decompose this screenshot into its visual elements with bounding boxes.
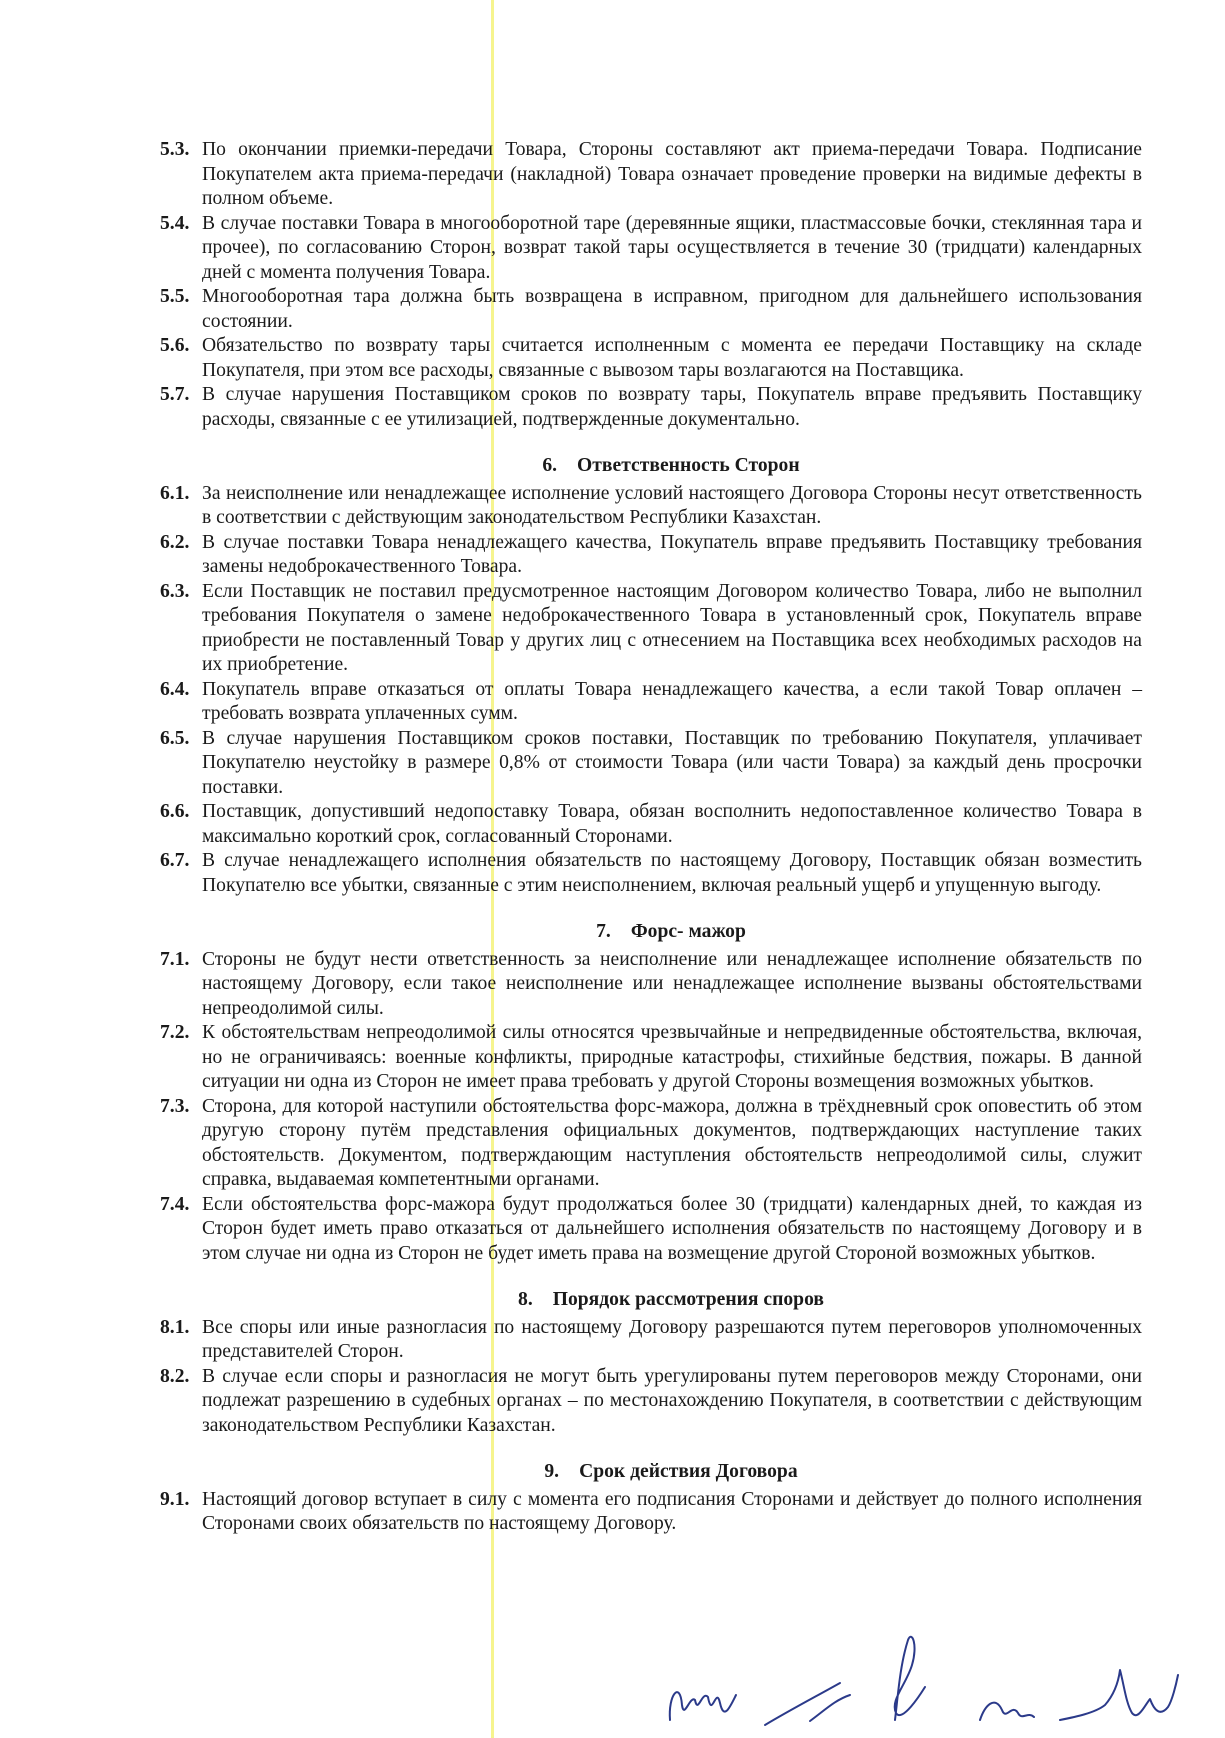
clause-number: 7.4. — [160, 1193, 190, 1215]
clause-number: 9.1. — [160, 1488, 190, 1510]
clause-number: 5.3. — [160, 139, 190, 160]
clause-text: За неисполнение или ненадлежащее исполнение условий настоящего Договора Стороны несут ответственность в соответствии с действующим законодательством Республики Казахстан. — [202, 482, 1142, 528]
clause-text: К обстоятельствам непреодолимой силы относятся чрезвычайные и непредвиденные обстоятельства, включая, но не ограничиваясь: военные конфликты, природные катастрофы, стихийные бедствия, пожары. В данной ситуации ни одна из Сторон не имеет права требовать у другой Стороны возмещения возможных убытков. — [202, 1022, 1142, 1092]
clause-5-5 — [160, 285, 1142, 334]
clause-text: По окончании приемки-передачи Товара, Стороны составляют акт приема-передачи Товара. Подписание Покупателем акта приема-передачи (накладной) Товара означает проведение проверки на видимые дефекты в полном объеме. — [202, 139, 1142, 209]
clause-number: 6.5. — [160, 727, 190, 749]
section-heading-6 — [160, 454, 1142, 479]
section-heading-8 — [160, 1288, 1142, 1313]
clause-text: Сторона, для которой наступили обстоятельства форс-мажора, должна в трёхдневный срок оповестить об этом другую сторону путём представления официальных документов, подтверждающих наступление таких обстоятельств. Документом, подтверждающим наступления обстоятельств непреодолимой силы, служит справка, выдаваемая компетентными органами. — [202, 1095, 1142, 1190]
section-heading-7 — [160, 920, 1142, 945]
clause-text: Покупатель вправе отказаться от оплаты Товара ненадлежащего качества, а если такой Товар оплачен – требовать возврата уплаченных сумм. — [202, 678, 1142, 724]
clause-text: Если обстоятельства форс-мажора будут продолжаться более 30 (тридцати) календарных дней, то каждая из Сторон будет иметь право отказаться от дальнейшего исполнения обязательств по настоящему Договору и в этом случае ни одна из Сторон не будет иметь права на возмещение другой Стороной возможных убытков. — [202, 1193, 1142, 1264]
clause-5-4 — [160, 212, 1142, 286]
section-title: Ответственность Сторон — [577, 455, 800, 476]
clause-number: 5.4. — [160, 212, 190, 234]
signature-3 — [895, 1637, 925, 1720]
signature-5 — [1060, 1670, 1178, 1720]
clause-number: 5.7. — [160, 384, 190, 405]
signature-2 — [765, 1683, 850, 1725]
signatures — [650, 1625, 1210, 1735]
clause-number: 6.3. — [160, 580, 190, 602]
clause-text: Стороны не будут нести ответственность за неисполнение или ненадлежащее исполнение обязательств по настоящему Договору, если такое неисполнение или ненадлежащее исполнение вызваны обстоятельствами непреодолимой силы. — [202, 948, 1142, 1019]
section-number: 6. — [542, 455, 558, 476]
clause-9-1 — [160, 1488, 1142, 1537]
clause-number: 8.1. — [160, 1316, 190, 1338]
section-number: 7. — [596, 921, 611, 942]
clause-number: 6.7. — [160, 850, 190, 871]
section-heading-9 — [160, 1460, 1142, 1485]
clause-number: 7.2. — [160, 1022, 190, 1043]
clause-6-4 — [160, 678, 1142, 727]
clause-number: 5.6. — [160, 335, 190, 356]
clause-text: Поставщик, допустивший недопоставку Товара, обязан восполнить недопоставленное количество Товара в максимально короткий срок, согласованный Сторонами. — [202, 801, 1142, 847]
clause-6-7 — [160, 849, 1142, 898]
section-title: Порядок рассмотрения споров — [552, 1289, 824, 1310]
section-number: 8. — [518, 1289, 533, 1310]
clause-6-6 — [160, 800, 1142, 849]
section-title: Форс- мажор — [630, 921, 746, 942]
clause-text: В случае нарушения Поставщиком сроков поставки, Поставщик по требованию Покупателя, уплачивает Покупателю неустойку в размере 0,8% от стоимости Товара (или части Товара) за каждый день просрочки поставки. — [202, 727, 1142, 798]
clause-text: Если Поставщик не поставил предусмотренное настоящим Договором количество Товара, либо не выполнил требования Покупателя о замене недоброкачественного Товара в установленный срок, Покупатель вправе приобрести не поставленный Товар у других лиц с отнесением на Поставщика всех необходимых расходов на их приобретение. — [202, 580, 1142, 675]
clause-7-2 — [160, 1021, 1142, 1095]
clause-text: Все споры или иные разногласия по настоящему Договору разрешаются путем переговоров уполномоченных представителей Сторон. — [202, 1316, 1142, 1362]
clause-text: В случае поставки Товара в многооборотной таре (деревянные ящики, пластмассовые бочки, стеклянная тара и прочее), по согласованию Сторон, возврат такой тары осуществляется в течение 30 (тридцати) календарных дней с момента получения Товара. — [202, 212, 1142, 283]
clause-number: 6.2. — [160, 531, 190, 553]
clause-6-1 — [160, 482, 1142, 531]
clause-5-7 — [160, 383, 1142, 432]
clause-number: 6.1. — [160, 482, 190, 504]
clause-number: 8.2. — [160, 1365, 190, 1387]
clause-text: В случае нарушения Поставщиком сроков по возврату тары, Покупатель вправе предъявить Поставщику расходы, связанные с ее утилизацией, подтвержденные документально. — [202, 384, 1142, 430]
clause-5-3 — [160, 138, 1142, 212]
clause-8-1 — [160, 1316, 1142, 1365]
clause-number: 6.6. — [160, 801, 190, 822]
clause-text: Многооборотная тара должна быть возвращена в исправном, пригодном для дальнейшего использования состоянии. — [202, 286, 1142, 332]
document-body — [160, 138, 1142, 1537]
clause-text: Обязательство по возврату тары считается исполненным с момента ее передачи Поставщику на складе Покупателя, при этом все расходы, связанные с вывозом тары возлагаются на Поставщика. — [202, 335, 1142, 381]
clause-number: 5.5. — [160, 286, 190, 307]
clause-6-2 — [160, 531, 1142, 580]
clause-text: В случае если споры и разногласия не могут быть урегулированы путем переговоров между Сторонами, они подлежат разрешению в судебных органах – по местонахождению Покупателя, в соответствии с действующим законодательством Республики Казахстан. — [202, 1365, 1142, 1436]
clause-8-2 — [160, 1365, 1142, 1439]
signature-4 — [980, 1703, 1034, 1720]
clause-6-5 — [160, 727, 1142, 801]
clause-text: В случае поставки Товара ненадлежащего качества, Покупатель вправе предъявить Поставщику требования замены недоброкачественного Товара. — [202, 531, 1142, 577]
section-title: Срок действия Договора — [579, 1461, 798, 1482]
section-number: 9. — [544, 1461, 560, 1482]
clause-5-6 — [160, 334, 1142, 383]
clause-6-3 — [160, 580, 1142, 678]
clause-7-3 — [160, 1095, 1142, 1193]
clause-number: 7.1. — [160, 948, 190, 970]
clause-text: Настоящий договор вступает в силу с момента его подписания Сторонами и действует до полного исполнения Сторонами своих обязательств по настоящему Договору. — [202, 1488, 1142, 1534]
clause-7-4 — [160, 1193, 1142, 1267]
clause-number: 6.4. — [160, 678, 190, 700]
signature-1 — [670, 1692, 736, 1720]
clause-number: 7.3. — [160, 1095, 190, 1117]
clause-text: В случае ненадлежащего исполнения обязательств по настоящему Договору, Поставщик обязан возместить Покупателю все убытки, связанные с этим неисполнением, включая реальный ущерб и упущенную выгоду. — [202, 850, 1142, 896]
clause-7-1 — [160, 948, 1142, 1022]
